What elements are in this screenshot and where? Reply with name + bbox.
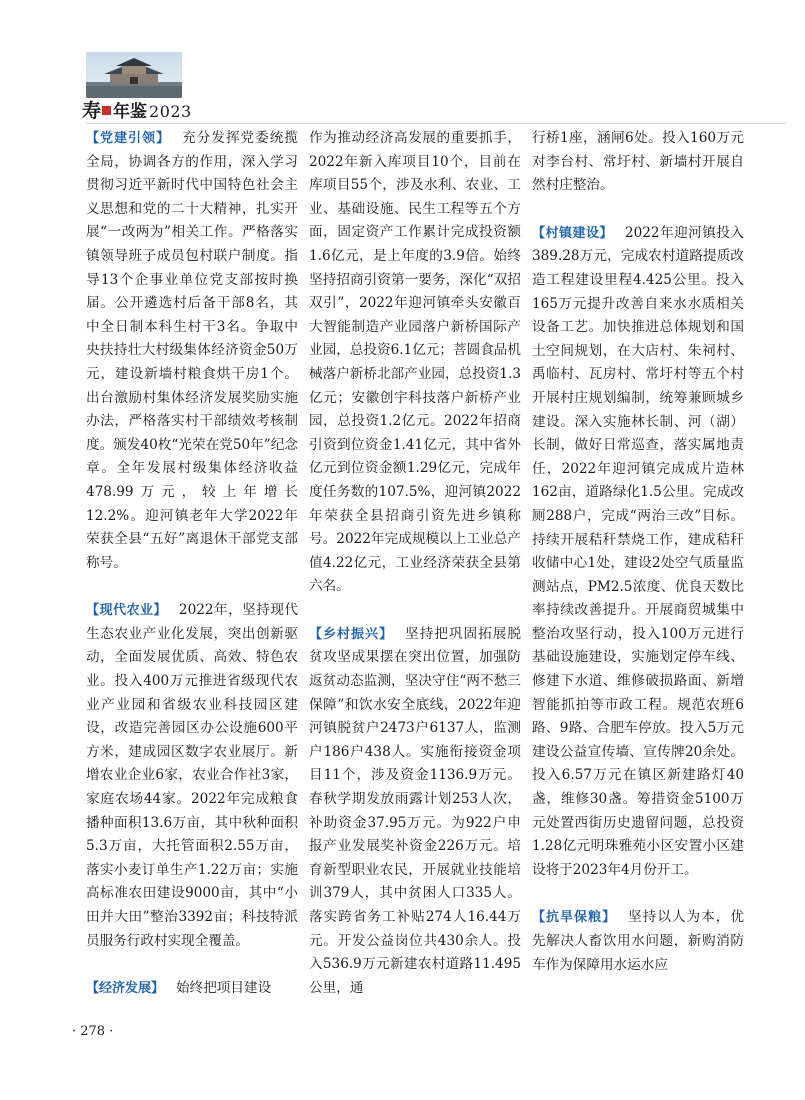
section-rural-revitalization-cont: [532, 127, 744, 198]
section-body: 始终把项目建设: [176, 980, 272, 997]
section-body: 作为推动经济高发展的重要抓手，2022年新入库项目10个，目前在库项目55个，涉及水利、农业、工业、基础设施、民生工程等五个方面，固定资产工作累计完成投资额1.6亿元，是上年度的3.9倍。始终坚持招商引资第一要务，深化“双招双引”，2022年迎河镇牵头安徽百大智能制造产业园落户新桥国际产业园，总投资6.1亿元；菩圆食品机械落户新桥北部产业园，总投资1.3亿元；安徽创宇科技落户新桥产业园，总投资1.2亿元。2022年招商引资到位资金1.41亿元，其中省外亿元到位资金额1.29亿元，完成年度任务数的107.5%，迎河镇2022年荣获全县招商引资先进乡镇称号。2022年完成规模以上工业总产值4.22亿元，工业经济荣获全县第六名。: [309, 130, 521, 595]
section-rural-revitalization: [309, 623, 521, 1001]
seal-icon: [102, 106, 111, 115]
section-tag: 【村镇建设】: [532, 225, 613, 241]
section-party-building: [86, 127, 298, 575]
building-photo-icon: [86, 52, 182, 98]
header-photo: [86, 52, 182, 98]
section-tag: 【经济发展】: [86, 981, 165, 997]
section-tag: 【现代农业】: [86, 603, 167, 619]
section-body: 坚持把巩固拓展脱贫攻坚成果摆在突出位置，加强防返贫动态监测，坚决守住“两不愁三保障”和饮水安全底线，2022年迎河镇脱贫户2473户6137人，监测户186户438人。实施衔接资金项目11个，涉及资金1136.9万元。春秋学期发放雨露计划253人次，补助资金37.95万元。为922户申报产业发展奖补资金226万元。培育新型职业农民，开展就业技能培训379人，其中贫困人口335人。落实跨省务工补贴274人16.44万元。开发公益岗位共430余人。投入536.9万元新建农村道路11.495公里，通: [309, 625, 521, 996]
section-body: 2022年，坚持现代生态农业产业化发展，突出创新驱动，全面发展优质、高效、特色农业。投入400万元推进省级现代农业产业园和省级农业科技园区建设，改造完善园区办公设施600平方米，建成园区数字农业展厅。新增农业企业6家，农业合作社3家，家庭农场44家。2022年完成粮食播种面积13.6万亩，其中秋种面积5.3万亩，大托管面积2.55万亩，落实小麦订单生产1.22万亩；实施高标准农田建设9000亩，其中“小田并大田”整治3392亩；科技特派员服务行政村实现全覆盖。: [86, 602, 298, 949]
column-3: [532, 127, 744, 977]
section-modern-agriculture: [86, 599, 298, 953]
section-tag: 【抗旱保粮】: [532, 910, 617, 926]
section-economic-development: [86, 977, 298, 1001]
section-body: 充分发挥党委统揽全局，协调各方的作用，深入学习贯彻习近平新时代中国特色社会主义思想和党的二十大精神，扎实开展“一改两为”相关工作。严格落实镇领导班子成员包村联户制度。指导13个企事业单位党支部按时换届。公开遴选村后备干部8名，其中全日制本科生村干3名。争取中央扶持壮大村级集体经济资金50万元，建设新墙村粮食烘干房1个。出台激励村集体经济发展奖励实施办法，严格落实村干部绩效考核制度。颁发40枚“光荣在党50年”纪念章。全年发展村级集体经济收益478.99万元，较上年增长12.2%。迎河镇老年大学2022年荣获全县“五好”离退休干部党支部称号。: [86, 130, 298, 571]
section-tag: 【党建引领】: [86, 131, 171, 146]
book-subtitle: 年鉴: [113, 102, 148, 122]
book-year: 2023: [149, 102, 192, 121]
section-tag: 【乡村振兴】: [309, 626, 394, 642]
section-body: 行桥1座，涵闸6处。投入160万元对李台村、常圩村、新墙村开展自然村庄整治。: [532, 130, 744, 194]
section-economic-development-cont: [309, 127, 521, 599]
column-2: [309, 127, 521, 1000]
book-title: 寿: [82, 100, 102, 122]
header-rule: [86, 123, 786, 124]
section-body: 坚持以人为本，优先解决人畜饮用水问题，新购消防车作为保障用水运水应: [532, 909, 744, 973]
section-body: 2022年迎河镇投入389.28万元，完成农村道路提质改造工程建设里程4.425公里。投入165万元提升改善自来水水质相关设备工艺。加快推进总体规划和国土空间规划，在大店村、朱祠村、禹临村、瓦房村、常圩村等五个村开展村庄规划编制，统筹兼顾城乡建设。深入实施林长制、河（湖）长制，做好日常巡查，落实属地责任，2022年迎河镇完成成片造林162亩，道路绿化1.5公里。完成改厕288户，完成“两治三改”目标。持续开展秸秆禁烧工作，建成秸秆收储中心1处，建设2处空气质量监测站点，PM2.5浓度、优良天数比率持续改善提升。开展商贸城集中整治攻坚行动，投入100万元进行基础设施建设，实施划定停车线、修建下水道、维修破损路面、新增智能抓拍等市政工程。规范农班6路、9路、合肥车停放。投入5万元建设公益宣传墙、宣传牌20余处。投入6.57万元在镇区新建路灯40盏，维修30盏。筹措资金5100万元处置西街历史遗留问题，总投资1.28亿元明珠雅苑小区安置小区建设将于2023年4月份开工。: [532, 224, 744, 878]
section-drought-relief: [532, 906, 744, 977]
yearbook-brand: [82, 96, 192, 122]
section-town-construction: [532, 222, 744, 883]
column-1: [86, 127, 298, 1001]
page-number: · 278 ·: [72, 1024, 114, 1039]
